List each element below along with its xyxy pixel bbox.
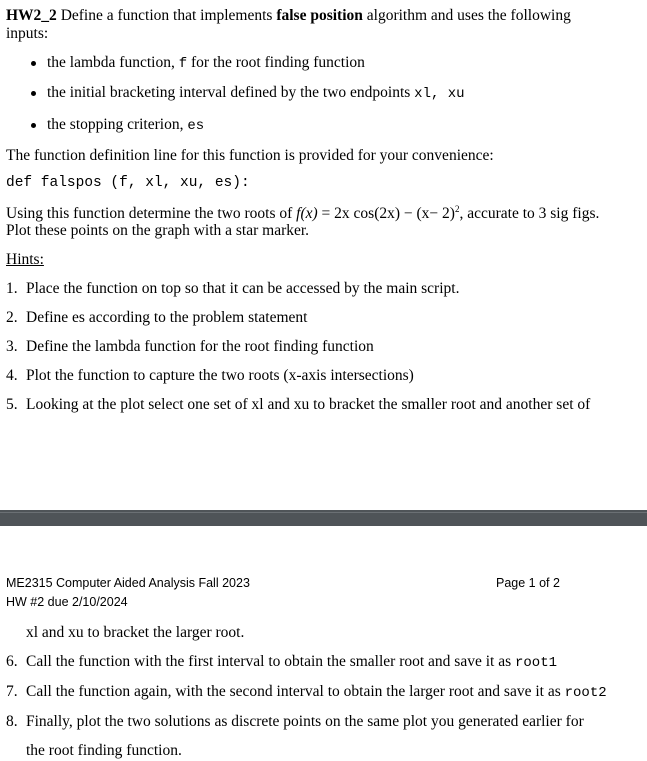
hint-item — [6, 309, 307, 327]
code-line: def falspos (f, xl, xu, es): — [6, 175, 250, 191]
hint-number: 6. — [6, 653, 18, 670]
hint-text: Finally, plot the two solutions as discrete points on the same plot you generated earlier for — [26, 713, 584, 730]
bullet-dot — [31, 61, 36, 66]
bullet-text: the initial bracketing interval defined by the two endpoints — [47, 84, 415, 101]
hint-text: Place the function on top so that it can be accessed by the main script. — [26, 280, 460, 297]
bullet-code: es — [187, 118, 205, 134]
usage-equation: = 2x cos(2x) − (x− 2) — [317, 205, 455, 223]
usage-line — [6, 204, 599, 223]
title-bold-phrase: false position — [276, 7, 363, 24]
usage-suffix: , accurate to 3 sig figs. — [459, 205, 600, 223]
hint-number: 2. — [6, 309, 18, 326]
title-text-a: Define a function that implements — [56, 7, 277, 24]
usage-prefix: Using this function determine the two roots of — [6, 205, 297, 223]
hint-item — [6, 280, 459, 298]
hint-item — [6, 713, 584, 731]
bullet-item — [47, 54, 365, 72]
footer-course: ME2315 Computer Aided Analysis Fall 2023 — [6, 576, 250, 590]
bullet-tail: for the root finding function — [187, 54, 365, 71]
hint-number: 1. — [6, 280, 18, 297]
hint-continuation: xl and xu to bracket the larger root. — [26, 624, 245, 641]
hint-number: 8. — [6, 713, 18, 730]
hint-item — [6, 367, 414, 385]
hint-number: 4. — [6, 367, 18, 384]
hint-last-line: the root finding function. — [26, 742, 182, 759]
hint-text: Call the function again, with the second interval to obtain the larger root and save it as — [26, 683, 565, 700]
bullet-item — [47, 84, 465, 102]
hint-text: Plot the function to capture the two roots (x-axis intersections) — [26, 367, 414, 384]
footer-hw: HW #2 due 2/10/2024 — [6, 595, 128, 609]
title-line2: inputs: — [6, 25, 49, 42]
bullet-text: the lambda function, — [47, 54, 179, 71]
bullet-code: f — [178, 56, 188, 72]
bullet-item — [47, 116, 204, 134]
hints-label: Hints: — [6, 251, 44, 268]
hint-text: Define the lambda function for the root finding function — [26, 338, 374, 355]
title-text-b: algorithm and uses the following — [362, 7, 571, 24]
hint-text: Define es according to the problem statement — [26, 309, 308, 326]
hint-item — [6, 338, 374, 356]
hint-number: 5. — [6, 396, 18, 413]
hint-item — [6, 396, 590, 414]
hint-text: Call the function with the first interval to obtain the smaller root and save it as — [26, 653, 515, 670]
usage-exponent: 2 — [454, 204, 460, 214]
usage-function: f(x) — [296, 205, 318, 223]
usage-line2: Plot these points on the graph with a star marker. — [6, 222, 310, 239]
footer-page: Page 1 of 2 — [496, 576, 560, 590]
page-break-edge — [0, 512, 647, 513]
bullet-dot — [31, 123, 36, 128]
bullet-code: xl, xu — [414, 86, 465, 102]
problem-label: HW2_2 — [6, 7, 57, 24]
hint-item — [6, 683, 607, 701]
bullet-dot — [31, 91, 36, 96]
hint-number: 3. — [6, 338, 18, 355]
definition-intro: The function definition line for this function is provided for your convenience: — [6, 147, 494, 164]
hint-code: root1 — [515, 655, 558, 671]
hint-code: root2 — [564, 685, 607, 701]
hint-item — [6, 653, 557, 671]
bullet-text: the stopping criterion, — [47, 116, 188, 133]
hint-text: Looking at the plot select one set of xl and xu to bracket the smaller root and another set of — [26, 396, 591, 413]
hint-number: 7. — [6, 683, 18, 700]
problem-title — [6, 7, 571, 25]
hints-heading — [6, 251, 44, 269]
